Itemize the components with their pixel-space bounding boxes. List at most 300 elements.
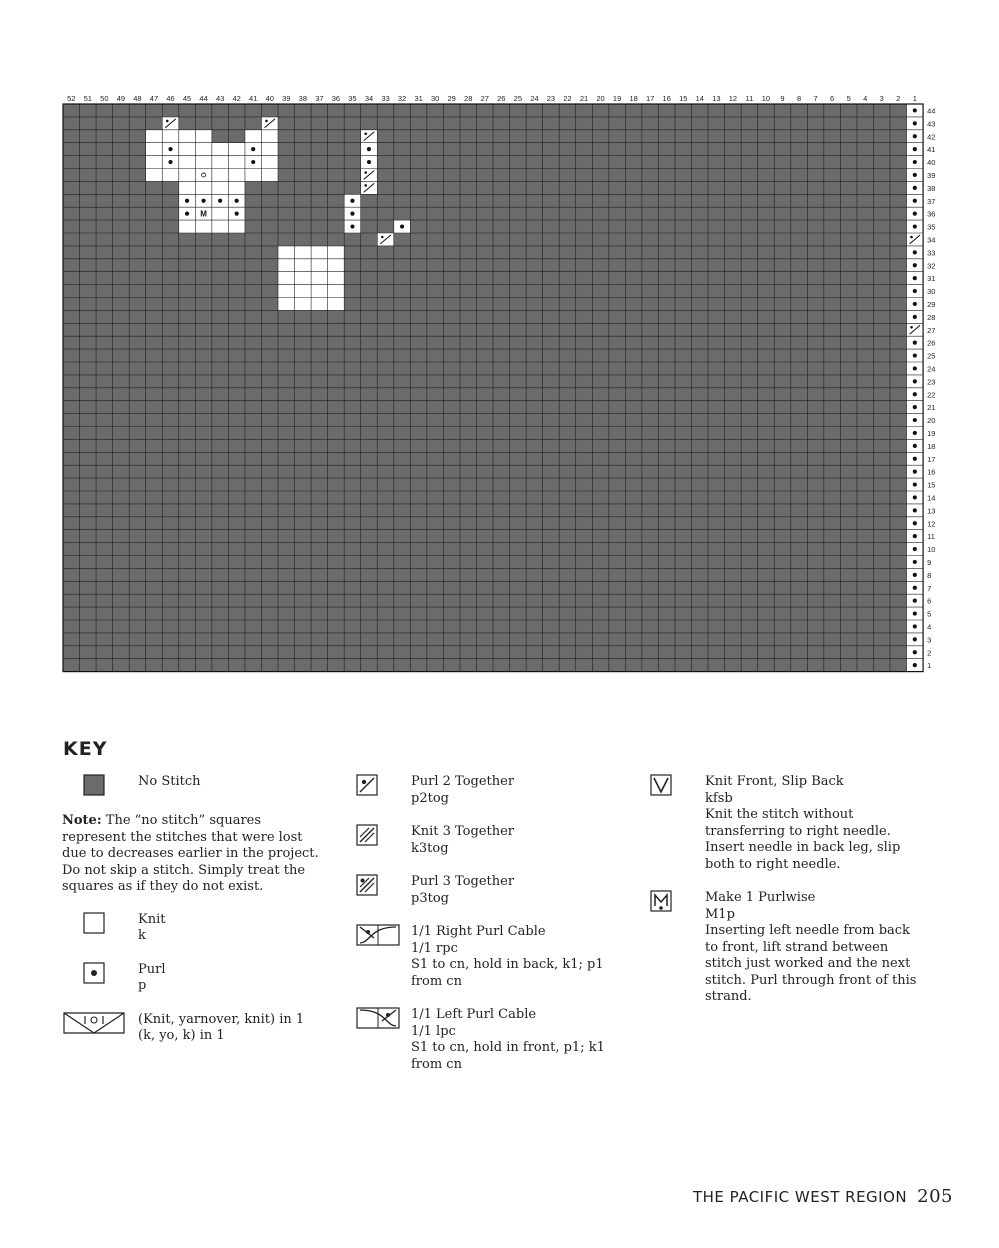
chart-cell [228, 246, 245, 259]
chart-cell [658, 349, 675, 362]
chart-cell [129, 259, 146, 272]
chart-cell [443, 543, 460, 556]
chart-cell [840, 427, 857, 440]
chart-cell [857, 452, 874, 465]
chart-cell [146, 581, 163, 594]
chart-cell [80, 181, 97, 194]
chart-cell [741, 594, 758, 607]
chart-cell [228, 568, 245, 581]
chart-cell [791, 517, 808, 530]
chart-cell [146, 659, 163, 672]
chart-cell [576, 181, 593, 194]
chart-cell [361, 362, 378, 375]
chart-cell [658, 633, 675, 646]
chart-cell [228, 104, 245, 117]
chart-cell [642, 581, 659, 594]
chart-cell [394, 130, 411, 143]
chart-cell [791, 568, 808, 581]
chart-cell [873, 233, 890, 246]
chart-cell [146, 646, 163, 659]
chart-cell [212, 543, 229, 556]
chart-cell [890, 633, 907, 646]
chart-cell [162, 130, 179, 143]
chart-cell [361, 272, 378, 285]
chart-cell [179, 401, 196, 414]
chart-cell [80, 143, 97, 156]
chart-cell [344, 568, 361, 581]
chart-cell [394, 414, 411, 427]
chart-cell [295, 465, 312, 478]
chart-cell [328, 646, 345, 659]
chart-cell [295, 207, 312, 220]
chart-cell [642, 646, 659, 659]
chart-cell [625, 375, 642, 388]
chart-cell [708, 504, 725, 517]
chart-cell [344, 388, 361, 401]
p3tog-icon [356, 874, 378, 896]
chart-cell [328, 207, 345, 220]
chart-cell [526, 233, 543, 246]
chart-cell [212, 517, 229, 530]
chart-cell [113, 414, 130, 427]
chart-cell [625, 594, 642, 607]
chart-cell [493, 478, 510, 491]
chart-cell [261, 465, 278, 478]
chart-cell [758, 259, 775, 272]
chart-cell [857, 233, 874, 246]
chart-cell [394, 427, 411, 440]
chart-cell [228, 130, 245, 143]
chart-cell [774, 607, 791, 620]
chart-cell [692, 517, 709, 530]
chart-cell [857, 117, 874, 130]
chart-cell [361, 504, 378, 517]
chart-cell [295, 427, 312, 440]
chart-cell [592, 207, 609, 220]
chart-cell [63, 169, 80, 182]
chart-cell [212, 323, 229, 336]
chart-cell [642, 375, 659, 388]
chart-cell [725, 375, 742, 388]
chart-cell [179, 220, 196, 233]
chart-cell [63, 620, 80, 633]
chart-cell [791, 607, 808, 620]
chart-cell [278, 285, 295, 298]
chart-cell [245, 659, 262, 672]
chart-cell [824, 581, 841, 594]
chart-cell [824, 246, 841, 259]
p2tog-icon [356, 774, 378, 796]
chart-cell [741, 517, 758, 530]
chart-cell [410, 194, 427, 207]
chart-cell [113, 207, 130, 220]
chart-cell [658, 517, 675, 530]
column-number: 26 [497, 94, 506, 103]
chart-cell [328, 401, 345, 414]
row-number: 8 [927, 570, 932, 580]
chart-cell [278, 169, 295, 182]
chart-cell [245, 362, 262, 375]
column-number: 24 [530, 94, 539, 103]
chart-cell [543, 169, 560, 182]
chart-cell [758, 233, 775, 246]
chart-cell [410, 517, 427, 530]
chart-cell [510, 362, 527, 375]
chart-cell [228, 659, 245, 672]
chart-cell [741, 478, 758, 491]
chart-cell [609, 594, 626, 607]
chart-cell [708, 594, 725, 607]
chart-cell [96, 323, 113, 336]
chart-cell [807, 439, 824, 452]
chart-cell [477, 233, 494, 246]
chart-cell [328, 323, 345, 336]
chart-cell [328, 181, 345, 194]
chart-cell [675, 349, 692, 362]
row-number: 21 [927, 403, 936, 413]
chart-cell [807, 298, 824, 311]
chart-cell [113, 194, 130, 207]
chart-cell [708, 143, 725, 156]
key-column-1 [62, 774, 332, 1062]
chart-cell [162, 220, 179, 233]
chart-cell [890, 375, 907, 388]
chart-cell [824, 169, 841, 182]
chart-cell [477, 143, 494, 156]
chart-cell [63, 427, 80, 440]
chart-cell [361, 375, 378, 388]
chart-cell [278, 646, 295, 659]
chart-cell [725, 556, 742, 569]
chart-cell [840, 272, 857, 285]
chart-cell [344, 517, 361, 530]
chart-cell [543, 543, 560, 556]
chart-cell [873, 633, 890, 646]
chart-cell [96, 272, 113, 285]
chart-cell [129, 594, 146, 607]
chart-cell [510, 543, 527, 556]
chart-cell [824, 556, 841, 569]
chart-cell [96, 194, 113, 207]
chart-cell [63, 207, 80, 220]
chart-cell [261, 620, 278, 633]
chart-cell [212, 169, 229, 182]
chart-cell [642, 568, 659, 581]
chart-cell [625, 272, 642, 285]
chart-cell [642, 439, 659, 452]
chart-cell [162, 504, 179, 517]
chart-cell [295, 530, 312, 543]
chart-cell [460, 439, 477, 452]
chart-cell [576, 349, 593, 362]
chart-cell [311, 130, 328, 143]
chart-cell [361, 659, 378, 672]
chart-cell [675, 181, 692, 194]
chart-cell [427, 207, 444, 220]
chart-cell [559, 310, 576, 323]
chart-cell [840, 298, 857, 311]
chart-cell [675, 517, 692, 530]
chart-cell [526, 181, 543, 194]
chart-cell [228, 298, 245, 311]
chart-cell [394, 633, 411, 646]
chart-cell [510, 452, 527, 465]
chart-cell [427, 581, 444, 594]
chart-cell [543, 259, 560, 272]
purl-mark [168, 147, 172, 151]
column-number: 36 [331, 94, 341, 103]
chart-cell [873, 143, 890, 156]
chart-cell [543, 478, 560, 491]
chart-cell [460, 452, 477, 465]
chart-cell [113, 259, 130, 272]
chart-cell [526, 517, 543, 530]
chart-cell [493, 285, 510, 298]
chart-cell [410, 659, 427, 672]
chart-cell [261, 259, 278, 272]
chart-cell [63, 310, 80, 323]
chart-cell [228, 465, 245, 478]
column-number: 21 [579, 94, 589, 103]
chart-cell [96, 543, 113, 556]
chart-cell [708, 491, 725, 504]
chart-cell [873, 439, 890, 452]
chart-cell [559, 543, 576, 556]
chart-cell [344, 285, 361, 298]
chart-cell [245, 491, 262, 504]
chart-cell [344, 298, 361, 311]
chart-cell [725, 633, 742, 646]
chart-cell [824, 272, 841, 285]
chart-cell [410, 465, 427, 478]
chart-cell [807, 427, 824, 440]
chart-cell [278, 220, 295, 233]
chart-cell [460, 285, 477, 298]
chart-cell [96, 620, 113, 633]
chart-cell [725, 478, 742, 491]
chart-cell [658, 259, 675, 272]
chart-cell [96, 530, 113, 543]
chart-cell [460, 272, 477, 285]
chart-cell [195, 633, 212, 646]
column-number: 50 [100, 94, 109, 103]
chart-cell [873, 646, 890, 659]
chart-cell [460, 117, 477, 130]
chart-cell [592, 104, 609, 117]
purl-mark [913, 560, 917, 564]
chart-cell [245, 272, 262, 285]
chart-cell [840, 336, 857, 349]
chart-cell [758, 594, 775, 607]
no-stitch-label: No Stitch [138, 774, 201, 789]
chart-cell [840, 143, 857, 156]
purl-mark [913, 250, 917, 254]
chart-cell [179, 633, 196, 646]
chart-cell [625, 194, 642, 207]
chart-cell [113, 620, 130, 633]
row-number: 20 [927, 416, 936, 426]
chart-cell [807, 556, 824, 569]
chart-cell [179, 517, 196, 530]
chart-cell [394, 272, 411, 285]
chart-cell [543, 439, 560, 452]
chart-cell [873, 543, 890, 556]
chart-cell [80, 594, 97, 607]
chart-cell [63, 452, 80, 465]
chart-cell [758, 465, 775, 478]
chart-cell [245, 504, 262, 517]
chart-cell [725, 517, 742, 530]
chart-cell [179, 646, 196, 659]
chart-cell [146, 207, 163, 220]
chart-cell [311, 285, 328, 298]
chart-cell [261, 517, 278, 530]
chart-cell [195, 504, 212, 517]
chart-cell [278, 517, 295, 530]
chart-cell [741, 388, 758, 401]
chart-cell [725, 439, 742, 452]
chart-cell [543, 298, 560, 311]
lpc-label: 1/1 Left Purl Cable [411, 1007, 537, 1022]
chart-cell [708, 452, 725, 465]
chart-cell [890, 530, 907, 543]
chart-cell [592, 620, 609, 633]
chart-cell [840, 117, 857, 130]
chart-cell [576, 504, 593, 517]
chart-cell [146, 272, 163, 285]
row-number: 15 [927, 480, 936, 490]
purl-mark [913, 495, 917, 499]
chart-cell [162, 581, 179, 594]
chart-cell [526, 298, 543, 311]
chart-cell [113, 543, 130, 556]
chart-cell [493, 517, 510, 530]
chart-cell [295, 362, 312, 375]
chart-cell [96, 220, 113, 233]
chart-cell [543, 336, 560, 349]
chart-cell [311, 169, 328, 182]
column-number: 3 [879, 94, 884, 103]
chart-cell [80, 659, 97, 672]
chart-cell [162, 285, 179, 298]
chart-cell [625, 323, 642, 336]
chart-cell [129, 568, 146, 581]
right-purl-cable-icon [356, 924, 400, 946]
chart-cell [228, 517, 245, 530]
chart-cell [361, 491, 378, 504]
chart-cell [212, 504, 229, 517]
chart-cell [477, 194, 494, 207]
chart-cell [195, 517, 212, 530]
chart-cell [443, 156, 460, 169]
chart-cell [228, 530, 245, 543]
chart-cell [410, 581, 427, 594]
column-number: 11 [745, 94, 754, 103]
chart-cell [80, 259, 97, 272]
chart-cell [311, 246, 328, 259]
chart-cell [526, 427, 543, 440]
chart-cell [807, 349, 824, 362]
chart-cell [642, 194, 659, 207]
chart-cell [344, 414, 361, 427]
chart-cell [261, 285, 278, 298]
chart-cell [162, 594, 179, 607]
chart-cell [195, 246, 212, 259]
chart-cell [592, 646, 609, 659]
chart-cell [278, 375, 295, 388]
chart-cell [526, 272, 543, 285]
chart-cell [443, 233, 460, 246]
m1p-mark: M [200, 209, 207, 219]
chart-cell [63, 246, 80, 259]
chart-cell [692, 169, 709, 182]
chart-cell [725, 285, 742, 298]
chart-cell [609, 517, 626, 530]
chart-cell [146, 401, 163, 414]
chart-cell [807, 543, 824, 556]
chart-cell [245, 310, 262, 323]
chart-cell [708, 646, 725, 659]
chart-cell [162, 349, 179, 362]
chart-cell [543, 581, 560, 594]
chart-cell [758, 659, 775, 672]
chart-cell [179, 117, 196, 130]
chart-cell [791, 646, 808, 659]
purl-mark [218, 199, 222, 203]
chart-cell [675, 620, 692, 633]
purl-mark [913, 263, 917, 267]
chart-cell [212, 414, 229, 427]
chart-cell [427, 465, 444, 478]
chart-cell [675, 568, 692, 581]
chart-cell [394, 659, 411, 672]
chart-cell [80, 607, 97, 620]
chart-cell [146, 414, 163, 427]
chart-cell [477, 543, 494, 556]
chart-cell [807, 568, 824, 581]
chart-cell [592, 156, 609, 169]
chart-cell [228, 310, 245, 323]
chart-cell [592, 659, 609, 672]
chart-cell [675, 388, 692, 401]
purl-mark [913, 431, 917, 435]
chart-cell [857, 594, 874, 607]
chart-cell [526, 323, 543, 336]
chart-cell [576, 646, 593, 659]
chart-cell [692, 620, 709, 633]
chart-cell [410, 272, 427, 285]
chart-cell [295, 323, 312, 336]
row-number: 23 [927, 377, 936, 387]
chart-cell [609, 568, 626, 581]
chart-cell [791, 465, 808, 478]
chart-cell [443, 427, 460, 440]
chart-cell [559, 581, 576, 594]
chart-cell [394, 323, 411, 336]
chart-cell [179, 259, 196, 272]
chart-cell [774, 259, 791, 272]
chart-cell [890, 362, 907, 375]
chart-cell [791, 581, 808, 594]
chart-cell [675, 298, 692, 311]
chart-cell [559, 117, 576, 130]
chart-cell [526, 259, 543, 272]
m1p-icon [650, 890, 672, 912]
chart-cell [741, 504, 758, 517]
chart-cell [625, 581, 642, 594]
chart-cell [642, 543, 659, 556]
chart-cell [96, 465, 113, 478]
